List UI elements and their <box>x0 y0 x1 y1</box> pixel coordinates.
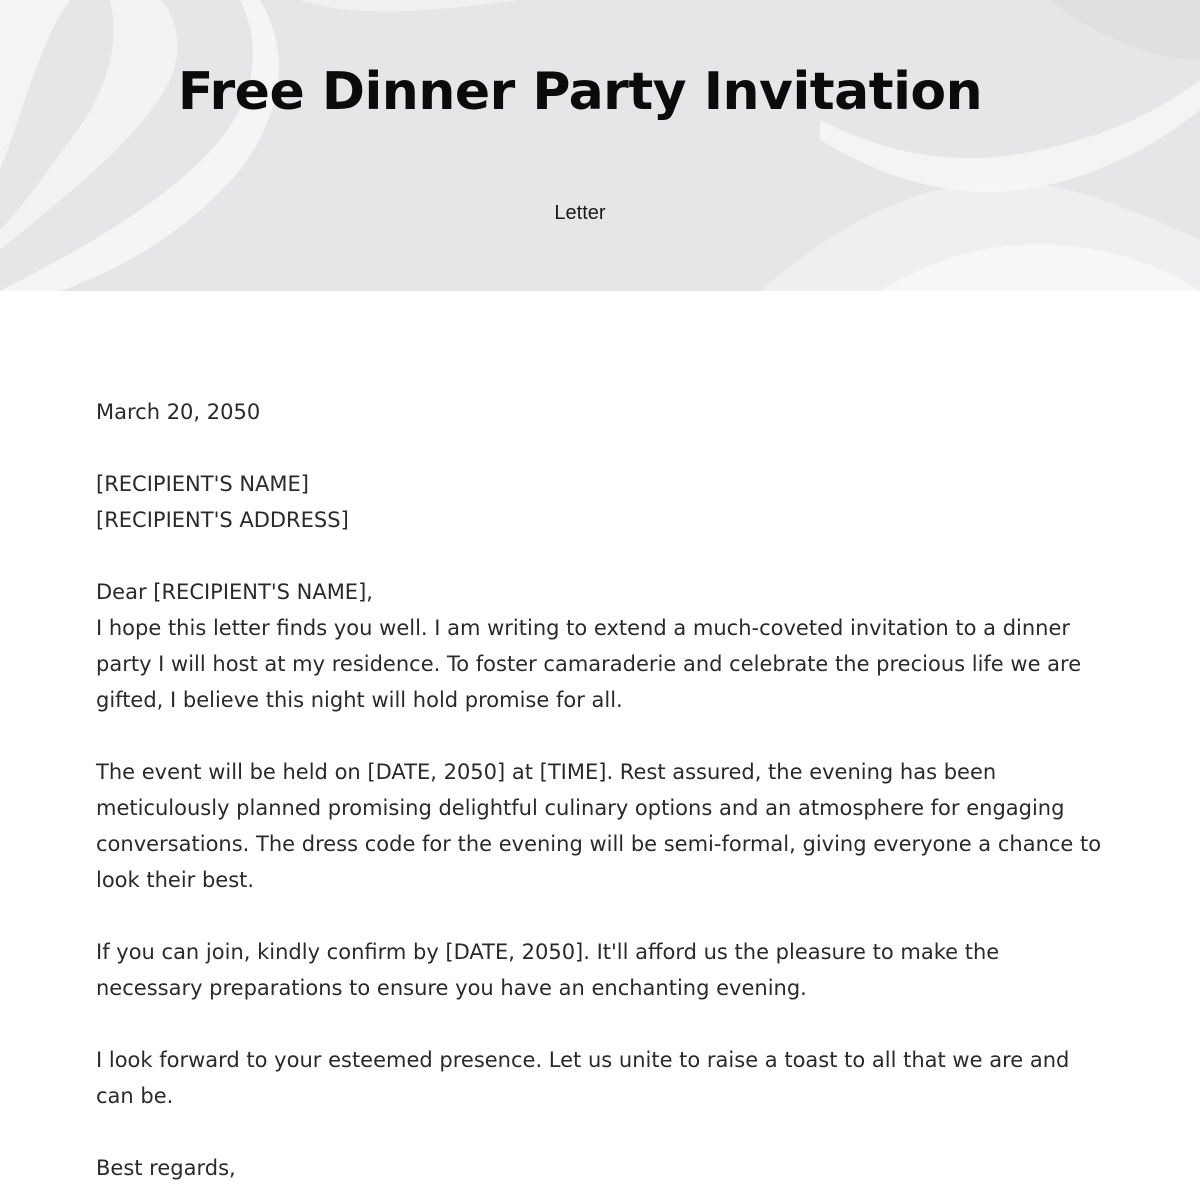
salutation: Dear [RECIPIENT'S NAME], <box>96 580 373 604</box>
paragraph-1: I hope this letter finds you well. I am writing to extend a much-coveted invitation to a dinner party I will host at my residence. To foster camaraderie and celebrate the precious life we are gifted, I believe this night will hold promise for all. <box>96 616 1082 712</box>
document-title <box>0 58 1160 127</box>
document-subtitle: Letter <box>554 202 606 224</box>
recipient-name: [RECIPIENT'S NAME] <box>96 472 310 496</box>
paragraph-4: I look forward to your esteemed presence. Let us unite to raise a toast to all that we are and can be. <box>96 1048 1070 1108</box>
title-line-2: Invitation <box>703 62 983 122</box>
letter-body <box>96 394 1106 1186</box>
paragraph-3: If you can join, kindly confirm by [DATE, 2050]. It'll afford us the pleasure to make the necessary preparations to ensure you have an enchanting evening. <box>96 940 1000 1000</box>
paragraph-2: The event will be held on [DATE, 2050] at [TIME]. Rest assured, the evening has been meticulously planned promising delightful culinary options and an atmosphere for engaging conversations. The dress code for the evening will be semi-formal, giving everyone a chance to look their best. <box>96 760 1102 892</box>
header-banner <box>0 0 1200 291</box>
title-line-1: Free Dinner Party <box>177 62 687 122</box>
recipient-address: [RECIPIENT'S ADDRESS] <box>96 508 349 532</box>
decorative-waves <box>0 0 1200 291</box>
closing: Best regards, <box>96 1156 236 1180</box>
recipient-block <box>96 466 1106 538</box>
letter-date: March 20, 2050 <box>96 400 261 424</box>
